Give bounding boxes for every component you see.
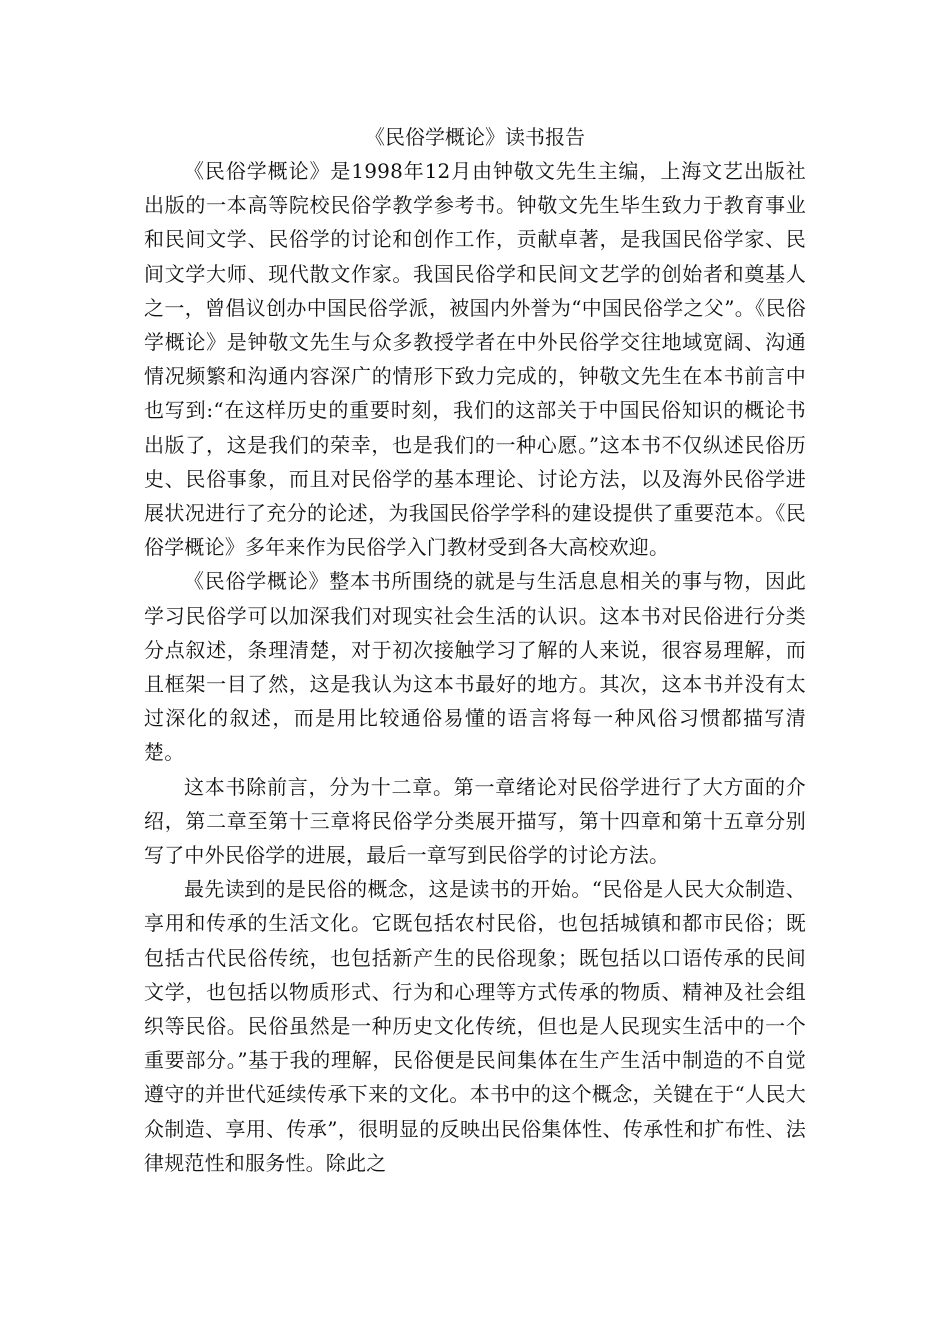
paragraph-structure: 这本书除前言，分为十二章。第一章绪论对民俗学进行了大方面的介绍，第二章至第十三章将民俗学分类展开描写，第十四章和第十五章分别写了中外民俗学的进展，最后一章写到民俗学的讨论方法。 (144, 774, 806, 868)
document-page (144, 120, 806, 1180)
document-title: 《民俗学概论》读书报告 (365, 125, 585, 149)
paragraph-concept: 最先读到的是民俗的概念，这是读书的开始。“民俗是人民大众制造、享用和传承的生活文化。它既包括农村民俗，也包括城镇和都市民俗；既包括古代民俗传统，也包括新产生的民俗现象；既包括以口语传承的民间文学，也包括以物质形式、行为和心理等方式传承的物质、精神及社会组织等民俗。民俗虽然是一种历史文化传统，但也是人民现实生活中的一个重要部分。”基于我的理解，民俗便是民间集体在生产生活中制造的不自觉遵守的并世代延续传承下来的文化。本书中的这个概念，关键在于“人民大众制造、享用、传承”，很明显的反映出民俗集体性、传承性和扩布性、法律规范性和服务性。除此之 (144, 877, 806, 1175)
paragraph-content-overview: 《民俗学概论》整本书所围绕的就是与生活息息相关的事与物，因此学习民俗学可以加深我们对现实社会生活的认识。这本书对民俗进行分类分点叙述，条理清楚，对于初次接触学习了解的人来说，很容易理解，而且框架一目了然，这是我认为这本书最好的地方。其次，这本书并没有太过深化的叙述，而是用比较通俗易懂的语言将每一种风俗习惯都描写清楚。 (144, 569, 806, 765)
paragraph-intro: 《民俗学概论》是1998年12月由钟敬文先生主编，上海文艺出版社出版的一本高等院校民俗学教学参考书。钟敬文先生毕生致力于教育事业和民间文学、民俗学的讨论和创作工作，贡献卓著，是我国民俗学家、民间文学大师、现代散文作家。我国民俗学和民间文艺学的创始者和奠基人之一，曾倡议创办中国民俗学派，被国内外誉为“中国民俗学之父”。《民俗学概论》是钟敬文先生与众多教授学者在中外民俗学交往地域宽阔、沟通情况频繁和沟通内容深广的情形下致力完成的，钟敬文先生在本书前言中也写到:“在这样历史的重要时刻，我们的这部关于中国民俗知识的概论书出版了，这是我们的荣幸，也是我们的一种心愿。”这本书不仅纵述民俗历史、民俗事象，而且对民俗学的基本理论、讨论方法，以及海外民俗学进展状况进行了充分的论述，为我国民俗学学科的建设提供了重要范本。《民俗学概论》多年来作为民俗学入门教材受到各大高校欢迎。 (144, 159, 806, 560)
